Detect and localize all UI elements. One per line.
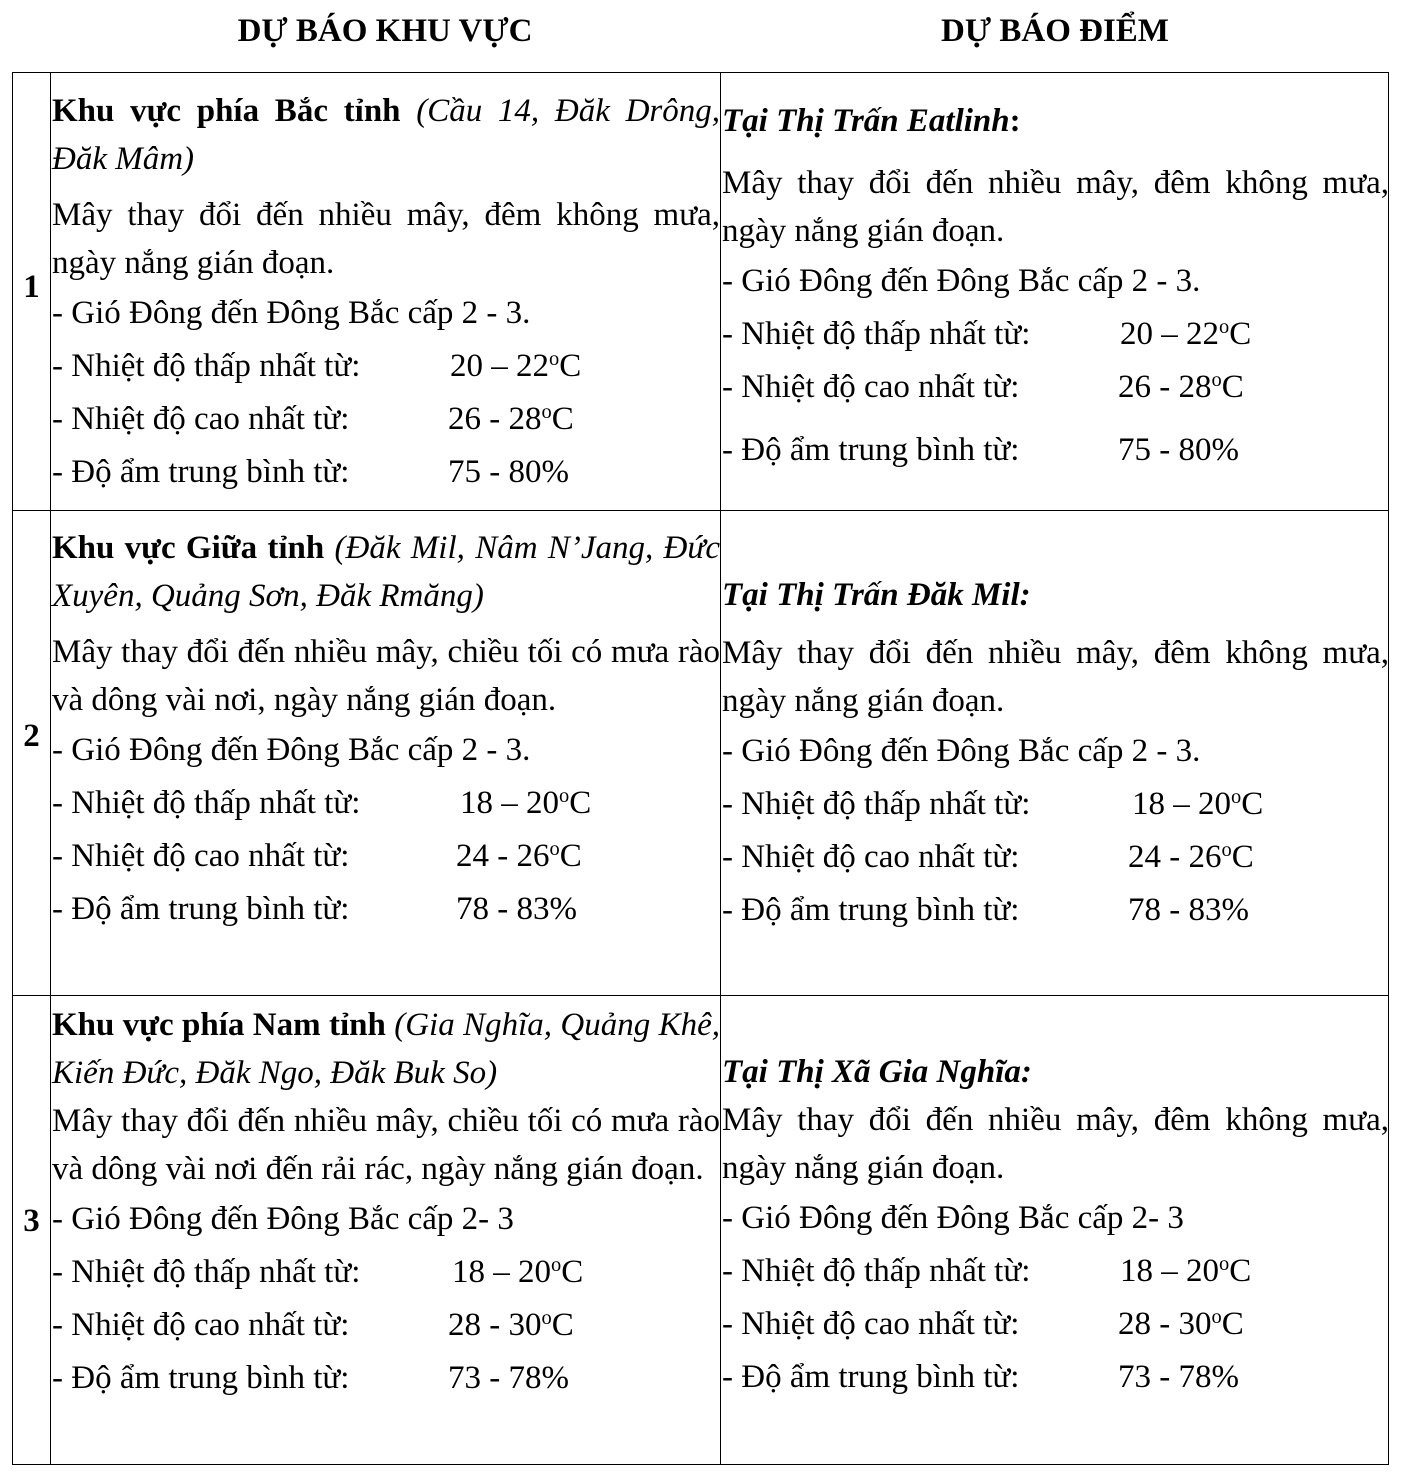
- point-location: Tại Thị Xã Gia Nghĩa:: [722, 1054, 1032, 1090]
- weather-description: Mây thay đổi đến nhiều mây, chiều tối có mưa rào và dông vài nơi đến rải rác, ngày nắng gián đoạn.: [52, 1103, 720, 1187]
- row-number: 1: [23, 269, 40, 305]
- point-forecast-cell: [721, 1048, 1390, 1404]
- max-temp-value: 24 - 26$^o$C: [1128, 838, 1254, 875]
- weather-description: Mây thay đổi đến nhiều mây, đêm không mưa, ngày nắng gián đoạn.: [722, 165, 1389, 249]
- humidity-label: - Độ ẩm trung bình từ:: [722, 892, 1020, 928]
- region-name: Khu vực Giữa tỉnh: [52, 530, 325, 566]
- regional-forecast-cell: [51, 87, 721, 499]
- max-temp-value: 26 - 28$^o$C: [1118, 368, 1244, 405]
- wind-text: - Gió Đông đến Đông Bắc cấp 2 - 3.: [52, 732, 531, 768]
- weather-description: Mây thay đổi đến nhiều mây, đêm không mưa, ngày nắng gián đoạn.: [52, 197, 720, 281]
- humidity-value: 73 - 78%: [1118, 1359, 1239, 1395]
- wind-text: - Gió Đông đến Đông Bắc cấp 2- 3: [52, 1201, 514, 1237]
- wind-text: - Gió Đông đến Đông Bắc cấp 2 - 3.: [52, 295, 531, 331]
- row-number: 2: [23, 718, 40, 754]
- max-temp-value: 28 - 30$^o$C: [448, 1306, 574, 1343]
- max-temp-label: - Nhiệt độ cao nhất từ:: [52, 1307, 350, 1343]
- min-temp-value: 18 – 20$^o$C: [1132, 785, 1264, 822]
- humidity-label: - Độ ẩm trung bình từ:: [52, 1360, 350, 1396]
- regional-forecast-cell: [51, 524, 721, 936]
- max-temp-label: - Nhiệt độ cao nhất từ:: [52, 401, 350, 437]
- wind-text: - Gió Đông đến Đông Bắc cấp 2 - 3.: [722, 733, 1201, 769]
- humidity-value: 75 - 80%: [448, 454, 569, 490]
- region-areas: (Gia Nghĩa, Quảng Khê, Kiến Đức, Đăk Ngo, Đăk Buk So): [52, 1007, 720, 1091]
- point-location: Tại Thị Trấn Eatlinh: [722, 103, 1010, 139]
- region-name: Khu vực phía Nam tỉnh: [52, 1007, 386, 1043]
- point-forecast-cell: [721, 571, 1390, 937]
- header-regional-forecast: DỰ BÁO KHU VỰC: [237, 13, 533, 49]
- min-temp-label: - Nhiệt độ thấp nhất từ:: [52, 785, 361, 821]
- humidity-label: - Độ ẩm trung bình từ:: [722, 432, 1020, 468]
- min-temp-label: - Nhiệt độ thấp nhất từ:: [722, 316, 1031, 352]
- wind-text: - Gió Đông đến Đông Bắc cấp 2 - 3.: [722, 263, 1201, 299]
- min-temp-label: - Nhiệt độ thấp nhất từ:: [722, 1253, 1031, 1289]
- point-forecast-cell: Tại Thị Trấn Eatlinh: Mây thay đổi đến nhiều mây, đêm không mưa, ngày nắng gián đoạn. - Gió Đông đến Đông Bắc cấp 2 - 3. - Nhiệt độ thấp nhất từ: 20 – 22$^o$C - Nhiệt độ cao nhất từ: 26 - 28$^o$C - Độ ẩm trung bình từ: 75 - 80%: [721, 97, 1390, 477]
- max-temp-label: - Nhiệt độ cao nhất từ:: [722, 839, 1020, 875]
- weather-description: Mây thay đổi đến nhiều mây, đêm không mưa, ngày nắng gián đoạn.: [722, 635, 1389, 719]
- humidity-label: - Độ ẩm trung bình từ:: [52, 454, 350, 490]
- row-divider: [13, 995, 1388, 996]
- humidity-value: 78 - 83%: [456, 891, 577, 927]
- humidity-label: - Độ ẩm trung bình từ:: [52, 891, 350, 927]
- point-location: Tại Thị Trấn Đăk Mil:: [722, 577, 1031, 613]
- row-number: 3: [23, 1203, 40, 1239]
- min-temp-value: 20 – 22$^o$C: [450, 347, 582, 384]
- weather-description: Mây thay đổi đến nhiều mây, đêm không mưa, ngày nắng gián đoạn.: [722, 1102, 1389, 1186]
- min-temp-value: 18 – 20$^o$C: [452, 1253, 584, 1290]
- min-temp-label: - Nhiệt độ thấp nhất từ:: [52, 348, 361, 384]
- weather-description: Mây thay đổi đến nhiều mây, chiều tối có mưa rào và dông vài nơi, ngày nắng gián đoạn.: [52, 634, 720, 718]
- max-temp-label: - Nhiệt độ cao nhất từ:: [722, 1306, 1020, 1342]
- row-divider: [13, 510, 1388, 511]
- min-temp-label: - Nhiệt độ thấp nhất từ:: [52, 1254, 361, 1290]
- max-temp-value: 24 - 26$^o$C: [456, 837, 582, 874]
- region-areas: (Đăk Mil, Nâm N’Jang, Đức Xuyên, Quảng Sơn, Đăk Rmăng): [52, 530, 721, 614]
- forecast-table: [12, 72, 1389, 1465]
- min-temp-value: 20 – 22$^o$C: [1120, 315, 1252, 352]
- min-temp-label: - Nhiệt độ thấp nhất từ:: [722, 786, 1031, 822]
- header-point-forecast: DỰ BÁO ĐIỂM: [941, 13, 1169, 49]
- max-temp-label: - Nhiệt độ cao nhất từ:: [722, 369, 1020, 405]
- regional-forecast-cell: [51, 1001, 721, 1405]
- max-temp-value: 28 - 30$^o$C: [1118, 1305, 1244, 1342]
- max-temp-label: - Nhiệt độ cao nhất từ:: [52, 838, 350, 874]
- humidity-label: - Độ ẩm trung bình từ:: [722, 1359, 1020, 1395]
- max-temp-value: 26 - 28$^o$C: [448, 400, 574, 437]
- region-areas: (Cầu 14, Đăk Drông, Đăk Mâm): [52, 93, 720, 177]
- humidity-value: 73 - 78%: [448, 1360, 569, 1396]
- region-name: Khu vực phía Bắc tỉnh: [52, 93, 401, 129]
- min-temp-value: 18 – 20$^o$C: [460, 784, 592, 821]
- humidity-value: 75 - 80%: [1118, 432, 1239, 468]
- humidity-value: 78 - 83%: [1128, 892, 1249, 928]
- wind-text: - Gió Đông đến Đông Bắc cấp 2- 3: [722, 1200, 1184, 1236]
- min-temp-value: 18 – 20$^o$C: [1120, 1252, 1252, 1289]
